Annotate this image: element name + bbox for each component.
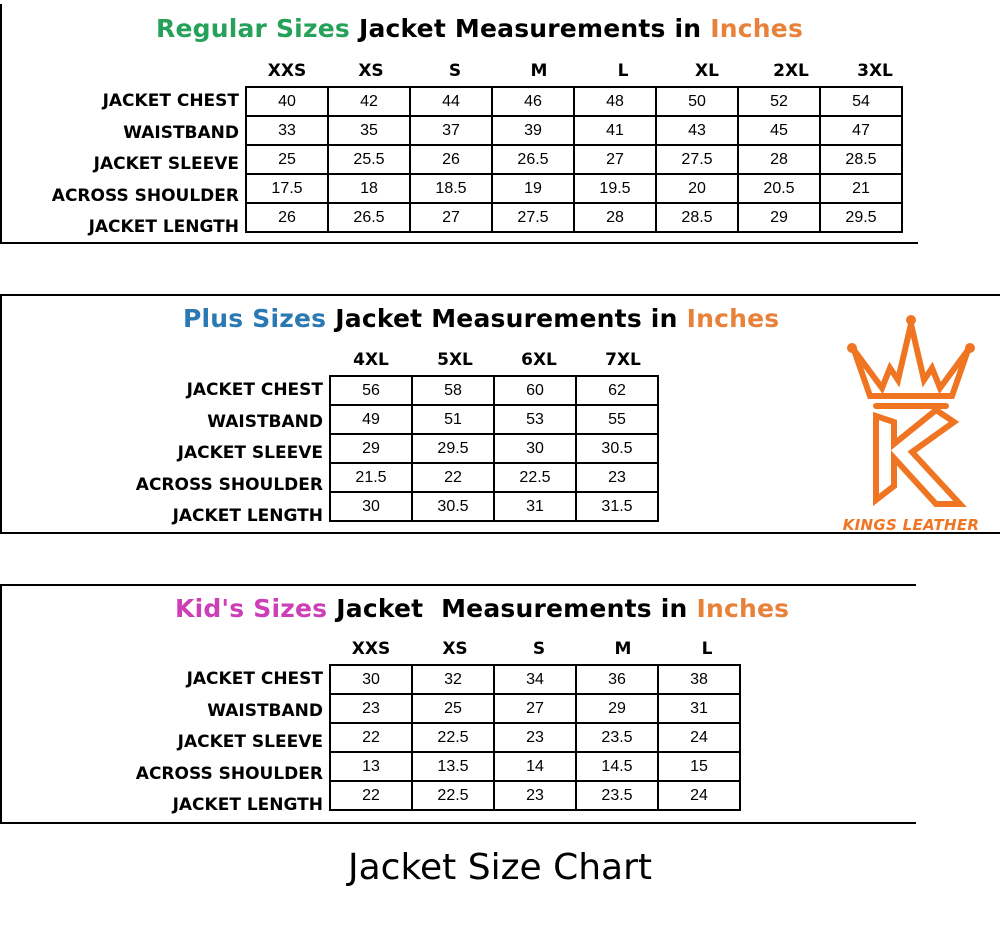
table-cell: 27 (494, 694, 576, 723)
table-cell: 38 (658, 665, 740, 694)
table-cell: 30.5 (412, 492, 494, 521)
table-cell: 18.5 (410, 174, 492, 203)
table-cell: 30 (494, 434, 576, 463)
table-cell: 28.5 (656, 203, 738, 232)
table-cell: 27.5 (492, 203, 574, 232)
table-cell: 13.5 (412, 752, 494, 781)
table-cell: 54 (820, 87, 902, 116)
table-cell: 19.5 (574, 174, 656, 203)
plus-measurements-table (329, 375, 659, 522)
table-cell: 26 (246, 203, 328, 232)
logo-text: KINGS LEATHER (842, 516, 980, 534)
table-cell: 23.5 (576, 723, 658, 752)
table-cell: 25 (246, 145, 328, 174)
row-label-waistband: WAISTBAND (123, 122, 239, 143)
table-cell: 27 (410, 203, 492, 232)
table-cell: 22 (330, 781, 412, 810)
table-cell: 20 (656, 174, 738, 203)
table-cell: 22 (330, 723, 412, 752)
row-label-jacket-chest: JACKET CHEST (102, 91, 239, 111)
table-cell: 13 (330, 752, 412, 781)
table-cell: 30 (330, 492, 412, 521)
table-cell: 44 (410, 87, 492, 116)
table-cell: 55 (576, 405, 658, 434)
table-cell: 49 (330, 405, 412, 434)
size-header-l: L (617, 61, 629, 81)
table-cell: 24 (658, 781, 740, 810)
size-header-xs: XS (442, 639, 468, 659)
size-header-xxs: XXS (267, 61, 307, 81)
kids-title-middle: Jacket Measurements in (336, 594, 688, 623)
row-label-across-shoulder: ACROSS SHOULDER (51, 185, 239, 206)
table-cell: 28.5 (820, 145, 902, 174)
table-cell: 31 (658, 694, 740, 723)
table-cell: 29 (738, 203, 820, 232)
table-cell: 27 (574, 145, 656, 174)
size-header-s: S (448, 61, 462, 81)
table-row (330, 781, 740, 810)
table-cell: 62 (576, 376, 658, 405)
table-cell: 23 (494, 723, 576, 752)
table-cell: 31.5 (576, 492, 658, 521)
table-cell: 29 (330, 434, 412, 463)
row-label-jacket-chest: JACKET CHEST (186, 669, 323, 689)
regular-sizes-title (156, 16, 803, 41)
size-header-m: M (530, 61, 548, 81)
table-cell: 60 (494, 376, 576, 405)
table-cell: 25.5 (328, 145, 410, 174)
size-header-xl: XL (695, 61, 719, 81)
size-header-2xl: 2XL (773, 61, 809, 81)
table-row (330, 723, 740, 752)
kids-measurements-table (329, 664, 741, 811)
table-cell: 58 (412, 376, 494, 405)
table-cell: 26 (410, 145, 492, 174)
kids-sizes-title (175, 596, 789, 621)
table-cell: 47 (820, 116, 902, 145)
table-row (330, 405, 658, 434)
table-cell: 14 (494, 752, 576, 781)
row-label-across-shoulder: ACROSS SHOULDER (135, 763, 323, 784)
table-cell: 34 (494, 665, 576, 694)
size-header-6xl: 6XL (521, 350, 557, 370)
row-label-jacket-sleeve: JACKET SLEEVE (177, 732, 323, 752)
size-header-s: S (532, 639, 546, 659)
size-header-xxs: XXS (351, 639, 391, 659)
table-cell: 43 (656, 116, 738, 145)
table-cell: 26.5 (492, 145, 574, 174)
table-cell: 25 (412, 694, 494, 723)
row-label-jacket-length: JACKET LENGTH (172, 506, 323, 526)
size-header-5xl: 5XL (437, 350, 473, 370)
table-cell: 29 (576, 694, 658, 723)
table-cell: 51 (412, 405, 494, 434)
table-cell: 37 (410, 116, 492, 145)
table-cell: 32 (412, 665, 494, 694)
table-cell: 15 (658, 752, 740, 781)
table-cell: 28 (574, 203, 656, 232)
table-cell: 56 (330, 376, 412, 405)
row-label-jacket-sleeve: JACKET SLEEVE (177, 443, 323, 463)
table-row (330, 665, 740, 694)
table-cell: 20.5 (738, 174, 820, 203)
table-cell: 31 (494, 492, 576, 521)
row-label-waistband: WAISTBAND (207, 700, 323, 721)
table-row (330, 434, 658, 463)
size-header-l: L (701, 639, 713, 659)
table-cell: 40 (246, 87, 328, 116)
plus-sizes-title (183, 306, 779, 331)
regular-measurements-table (245, 86, 903, 233)
table-cell: 42 (328, 87, 410, 116)
table-cell: 22.5 (412, 723, 494, 752)
size-header-m: M (614, 639, 632, 659)
table-cell: 22.5 (494, 463, 576, 492)
regular-title-size: Regular Sizes (156, 14, 350, 43)
table-cell: 53 (494, 405, 576, 434)
table-cell: 50 (656, 87, 738, 116)
table-cell: 29.5 (412, 434, 494, 463)
size-header-4xl: 4XL (353, 350, 389, 370)
table-cell: 23 (576, 463, 658, 492)
jacket-size-chart-caption: Jacket Size Chart (347, 847, 652, 888)
table-cell: 39 (492, 116, 574, 145)
table-cell: 21.5 (330, 463, 412, 492)
table-cell: 22 (412, 463, 494, 492)
table-cell: 36 (576, 665, 658, 694)
table-cell: 18 (328, 174, 410, 203)
table-cell: 19 (492, 174, 574, 203)
table-cell: 23 (330, 694, 412, 723)
table-cell: 30.5 (576, 434, 658, 463)
table-cell: 35 (328, 116, 410, 145)
plus-title-unit: Inches (686, 304, 780, 333)
table-cell: 28 (738, 145, 820, 174)
table-cell: 23 (494, 781, 576, 810)
row-label-jacket-length: JACKET LENGTH (172, 795, 323, 815)
plus-title-size: Plus Sizes (183, 304, 327, 333)
table-row (330, 694, 740, 723)
row-label-jacket-chest: JACKET CHEST (186, 380, 323, 400)
table-cell: 22.5 (412, 781, 494, 810)
row-label-waistband: WAISTBAND (207, 411, 323, 432)
row-label-across-shoulder: ACROSS SHOULDER (135, 474, 323, 495)
table-cell: 30 (330, 665, 412, 694)
table-cell: 17.5 (246, 174, 328, 203)
table-cell: 14.5 (576, 752, 658, 781)
table-row (330, 376, 658, 405)
row-label-jacket-length: JACKET LENGTH (88, 217, 239, 237)
table-row (330, 752, 740, 781)
kids-title-unit: Inches (696, 594, 790, 623)
table-row (246, 87, 902, 116)
row-label-jacket-sleeve: JACKET SLEEVE (93, 154, 239, 174)
plus-title-middle: Jacket Measurements in (335, 304, 678, 333)
table-cell: 46 (492, 87, 574, 116)
kings-leather-logo (836, 310, 986, 542)
table-row (246, 145, 902, 174)
regular-title-middle: Jacket Measurements in (358, 14, 702, 43)
size-header-3xl: 3XL (857, 61, 893, 81)
table-row (330, 463, 658, 492)
table-cell: 41 (574, 116, 656, 145)
table-row (330, 492, 658, 521)
table-cell: 29.5 (820, 203, 902, 232)
table-row (246, 174, 902, 203)
regular-title-unit: Inches (710, 14, 804, 43)
table-cell: 23.5 (576, 781, 658, 810)
table-row (246, 116, 902, 145)
table-cell: 21 (820, 174, 902, 203)
size-header-7xl: 7XL (605, 350, 641, 370)
kids-title-size: Kid's Sizes (175, 594, 328, 623)
table-cell: 33 (246, 116, 328, 145)
crown-k-logo-icon (836, 310, 986, 515)
table-cell: 48 (574, 87, 656, 116)
table-cell: 52 (738, 87, 820, 116)
table-cell: 24 (658, 723, 740, 752)
table-cell: 26.5 (328, 203, 410, 232)
table-cell: 27.5 (656, 145, 738, 174)
table-row (246, 203, 902, 232)
size-header-xs: XS (358, 61, 384, 81)
table-cell: 45 (738, 116, 820, 145)
